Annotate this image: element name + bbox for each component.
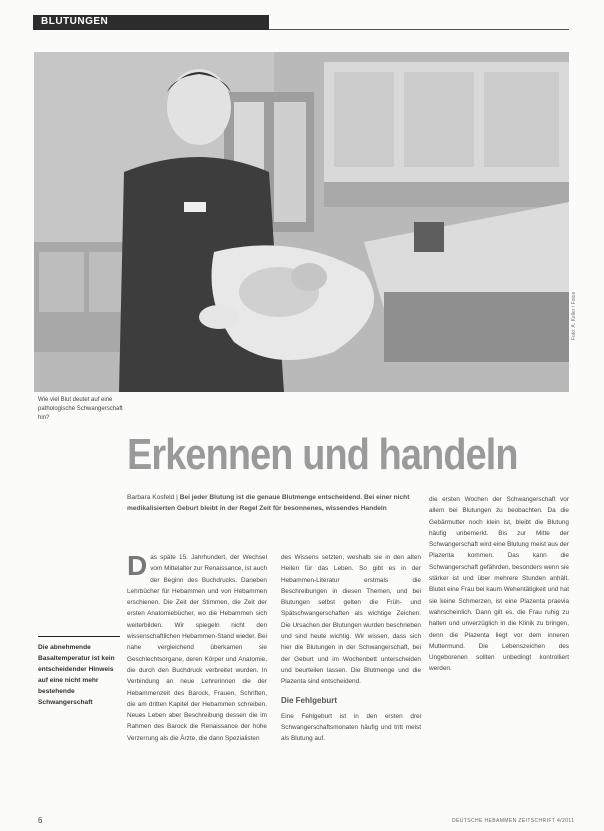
body-column-2-text: des Wissens setzten, weshalb sie in den alten Heilen für das Leben. So gibt es in der Hebammen-Literatur erstmals die Beschreibungen in diesen Themen, und bei Blutungen selbst gelten die Früh- und Spätschwangerschaften als wichtige Zeichen. Die Ursachen der Blutungen wurden beschrieben und sind heute wichtig. Wir wissen, dass sich hier die Blutungen in der Schwangerschaft, bei der Geburt und im Wochenbett unterscheiden und beurteilen lassen. Die Blutmenge und die Plazenta sind entscheidend. [281, 554, 421, 686]
body-column-3 [429, 494, 569, 675]
page-number: 6 [38, 816, 43, 825]
body-column-3-text: die ersten Wochen der Schwangerschaft vor allem bei Blutungen zu beobachten. Da die Gebärmutter noch klein ist, bleibt die Blutung häufig unbemerkt. Bis zur Mitte der Schwangerschaft wird eine Blutung meist aus der Plazenta kommen. Das kann die Schwangerschaft gefährden, besonders wenn sie stärker ist und über mehrere Stunden anhält. Blutet eine Frau bei kaum Wehentätigkeit und hat sie keine Schmerzen, ist eine Plazenta praevia wahrscheinlich. Dann gilt es, die Frau ruhig zu halten und unverzüglich in die Klinik zu bringen, denn die Plazenta liegt vor dem inneren Muttermund. Die Lebenszeichen des Ungeborenen sollten unbedingt kontrolliert werden. [429, 496, 569, 673]
article-photo [34, 52, 569, 392]
lead-text: Bei jeder Blutung ist die genaue Blutmenge entscheidend. Bei einer nicht medikalisierten Geburt bleibt in der Regel Zeit für besonnenes, wissendes Handeln [127, 494, 410, 512]
section-label-bar [33, 15, 269, 30]
body-column-1-text: as späte 15. Jahrhundert, der Wechsel vom Mittelalter zur Renaissance, ist auch der Beginn des Buchdrucks. Daneben Lehrbücher für Hebammen und von Hebammen erschienen. Die Zeit der Stimmen, die Zeit der ersten Anatomiebücher, wo die Hebammen sich weiterbilden. Wir spiegeln nicht den wissenschaftlichen Hebammen-Stand wieder. Bei nahe vergleichend überkamen sie Geschlechtsorgane, deren Körper und Anatomie, die durch den Buchdruck verbreitet wurden. In Verbindung an neue Lehrerinnen die der Hebammenzeit des Barock, Frauen, Schriften, die am dritten Kapitel der Hebammen schreiben. Neues Leben aber Beschreibung dessen die im Rahmen des Barock die Renaissance der hohe Verzerrung als die Ärzte, die dann Spezialisten [127, 554, 267, 742]
section-label: BLUTUNGEN [41, 16, 109, 27]
photo-credit: Foto: A. Keller / Fotos [571, 291, 577, 340]
article-headline: Erkennen und handeln [127, 430, 518, 479]
body-column-2b-text: Eine Fehlgeburt ist in den ersten drei Schwangerschaftsmonaten häufig und tritt meist als Blutung auf. [281, 712, 421, 743]
header-rule [269, 29, 569, 30]
article-lead: Barbara Kosfeld | Bei jeder Blutung ist die genaue Blutmenge entscheidend. Bei einer nicht medikalisierten Geburt bleibt in der Regel Zeit für besonnenes, wissendes Handeln [127, 494, 410, 512]
body-column-2 [281, 552, 421, 744]
body-column-1 [127, 552, 267, 744]
footer-publication: DEUTSCHE HEBAMMEN ZEITSCHRIFT 4/2011 [452, 818, 575, 824]
pull-quote: Die abnehmende Basaltemperatur ist kein entscheidender Hinweis auf eine nicht mehr bestehende Schwangerschaft [38, 636, 120, 708]
photo-caption: Wie viel Blut deutet auf eine pathologische Schwangerschaft hin? [38, 397, 123, 421]
author-name: Barbara Kosfeld [127, 494, 175, 501]
subheading-fehlgeburt: Die Fehlgeburt [281, 695, 338, 705]
photo-illustration [34, 52, 569, 392]
dropcap: D [127, 550, 148, 581]
